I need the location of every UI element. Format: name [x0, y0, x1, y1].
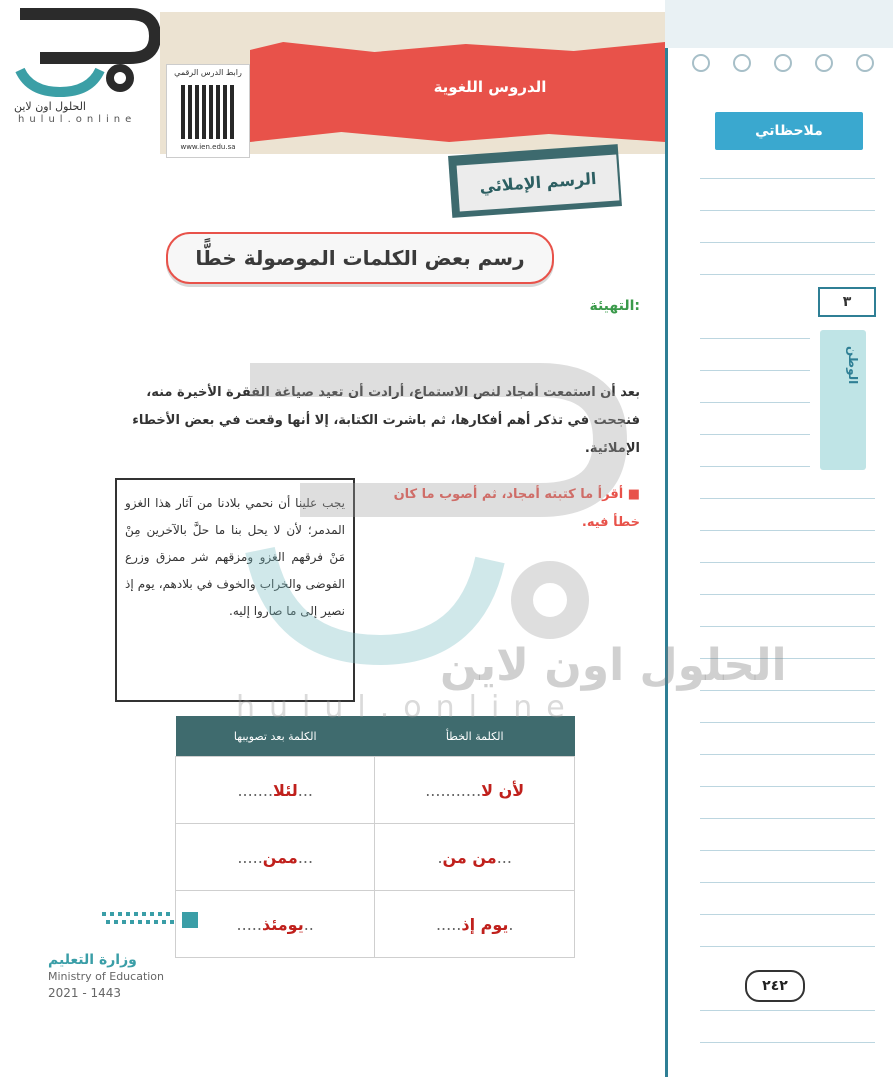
note-line	[700, 626, 875, 627]
notes-column	[665, 0, 893, 1077]
cell-correct[interactable]: .....ممن...	[176, 824, 375, 891]
note-line	[700, 1042, 875, 1043]
unit-number: ٣	[818, 287, 876, 317]
note-line	[700, 370, 810, 371]
lesson-title: رسم بعض الكلمات الموصولة خطًّا	[166, 232, 554, 284]
note-line	[700, 722, 875, 723]
cell-wrong: .....يوم إذ.	[375, 891, 575, 958]
note-line	[700, 914, 875, 915]
binder-ring-icon	[856, 54, 874, 72]
passage-box	[115, 478, 355, 702]
intro-line-1: بعد أن استمعت أمجاد لنص الاستماع، أرادت أن تعيد صياغة الفقرة الأخيرة منه،	[146, 385, 640, 400]
ministry-logo-icon	[102, 910, 202, 932]
ministry-english: Ministry of Education	[48, 970, 165, 983]
note-line	[700, 434, 810, 435]
note-line	[700, 850, 875, 851]
note-line	[700, 786, 875, 787]
section-tag: الرسم الإملائي	[457, 154, 620, 211]
qr-code-icon[interactable]	[181, 85, 235, 139]
note-line	[700, 754, 875, 755]
logo-subtitle: الحلول اون لاين	[14, 100, 86, 113]
correction-table	[175, 716, 575, 958]
instruction-line-1: ■ أقرأ ما كتبته أمجاد، ثم أصوب ما كان	[393, 487, 640, 502]
note-line	[700, 882, 875, 883]
banner-title: الدروس اللغوية	[433, 78, 547, 96]
notes-title: ملاحظاتي	[715, 112, 863, 150]
intro-line-3: الإملائية.	[584, 441, 640, 456]
table-row	[176, 757, 575, 824]
binder-ring-icon	[774, 54, 792, 72]
instruction-line-2: خطأ فيه.	[581, 515, 640, 530]
warmup-label: التهيئة:	[589, 298, 640, 314]
page-number: ٢٤٢	[745, 970, 805, 1002]
qr-label: رابط الدرس الرقمي	[174, 68, 242, 77]
note-line	[700, 594, 875, 595]
note-line	[700, 338, 810, 339]
ministry-year: 2021 - 1443	[48, 986, 122, 1000]
cell-wrong: .من من...	[375, 824, 575, 891]
note-line	[700, 178, 875, 179]
binder-ring-icon	[692, 54, 710, 72]
note-line	[700, 818, 875, 819]
binder-ring-icon	[815, 54, 833, 72]
passage-text: يجب علينا أن نحمي بلادنا من آثار هذا الغزو المدمر؛ لأن لا يحل بنا ما حلَّ بالآخرين مِنْ مَنْ فرقهم الغزو ومزقهم شر ممزق وزرع الفوضى والخراب والخوف في بلادهم، يوم إذ نصير إلى ما صاروا إليه.	[125, 496, 345, 618]
note-line	[700, 498, 875, 499]
cell-wrong: ...........لأن لا	[375, 757, 575, 824]
note-line	[700, 402, 810, 403]
header-correct: الكلمة بعد تصويبها	[176, 716, 375, 757]
ministry-arabic: وزارة التعليم	[48, 952, 137, 968]
table-row	[176, 824, 575, 891]
header-wrong: الكلمة الخطأ	[375, 716, 575, 757]
table-row	[176, 891, 575, 958]
cell-correct[interactable]: .......لئلا...	[176, 757, 375, 824]
binder-ring-icon	[733, 54, 751, 72]
note-line	[700, 242, 875, 243]
logo-latin: hulul.online	[18, 114, 137, 125]
hulul-logo-icon	[0, 0, 160, 100]
note-line	[700, 274, 875, 275]
note-line	[700, 562, 875, 563]
watermark-arabic: الحلول اون لاين	[440, 640, 787, 691]
unit-label: الوطن	[846, 346, 860, 385]
note-line	[700, 466, 810, 467]
cell-correct[interactable]: .....يومئذ..	[176, 891, 375, 958]
qr-card[interactable]	[166, 64, 250, 158]
note-line	[700, 210, 875, 211]
hulul-logo	[0, 0, 160, 130]
watermark-latin: hulul.online	[236, 690, 579, 725]
note-line	[700, 946, 875, 947]
intro-line-2: فنجحت في تذكر أهم أفكارها، ثم باشرت الكتابة، إلا أنها وقعت في بعض الأخطاء	[132, 413, 640, 428]
qr-url[interactable]: www.ien.edu.sa	[180, 143, 236, 151]
notes-header-strip	[665, 0, 893, 48]
note-line	[700, 1010, 875, 1011]
note-line	[700, 530, 875, 531]
